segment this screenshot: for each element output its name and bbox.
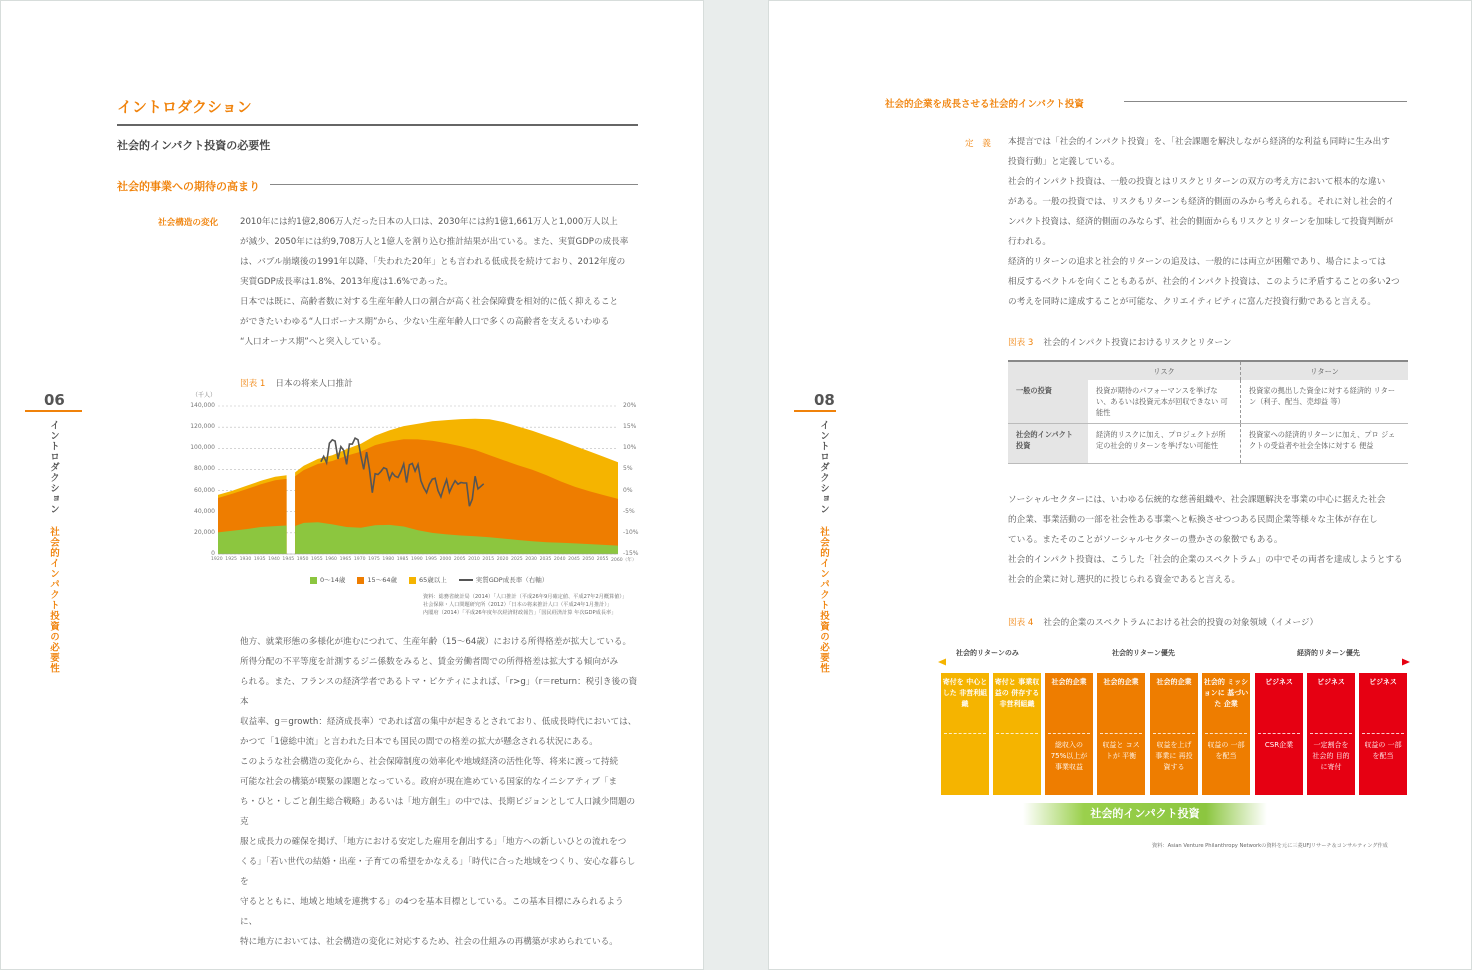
legend-swatch [310,577,317,584]
page-title: イントロダクション [117,98,252,116]
spectrum-box-desc: CSR企業 [1258,733,1300,751]
tick-label: 20% [623,402,637,409]
tick-label: 2035 [539,557,552,562]
tick-label: 1945 [282,557,295,562]
paragraph-line: 日本では既に、高齢者数に対する生産年齢人口の割合が高く社会保障費を相対的に低く抑えること [240,297,619,307]
side-title-b: 社会的インパクト投資の必要性 [818,526,829,674]
spectrum-box-title: ビジネス [1265,678,1293,686]
spectrum-box [1359,673,1407,795]
page-number-rule [25,410,82,412]
paragraph-2 [240,632,640,952]
table-cell: 投資が期待のパフォーマンスを挙げな い、あるいは投資元本が回収できない 可能性 [1088,380,1241,424]
paragraph-line: くる」「若い世代の結婚・出産・子育ての希望をかなえる」「時代に合った地域をつくり、安心な暮らしを [240,857,636,887]
spectrum-head-social-only: 社会的リターンのみ [956,649,1019,657]
figure-4-source: 資料：Asian Venture Philanthropy Networkの資料を元に三菱UFJリサーチ＆コンサルティング作成 [1152,843,1388,849]
legend-item [310,575,345,584]
tick-label: 100,000 [190,444,215,452]
paragraph-line: が減少、2050年には約9,708万人と1億人を割り込む推計結果が出ている。また、実質GDPの成長率 [240,237,629,247]
paragraph-line: 他方、就業形態の多様化が進むにつれて、生産年齢（15〜64歳）における所得格差が拡大している。 [240,637,632,647]
side-title-b: 社会的インパクト投資の必要性 [48,526,59,674]
tick-label: 5% [623,465,633,473]
table-header: リスク [1088,361,1241,380]
chart-source: 資料：総務省統計局（2014）「人口推計（平成26年9月確定値、平成27年2月概算値）」 社会保障・人口問題研究所（2012）「日本の将来推計人口（平成24年1月推計）」 内閣府（2014）「平成26年度年次経済財政報告」「国民経済計算 年次GDP成長率」 [423,594,628,616]
section-rule [270,184,638,185]
side-running-title [816,420,830,674]
tick-label: 2000 [439,557,452,562]
spectrum-box-title: 社会的企業 [1156,678,1192,686]
paragraph-line: 収益率、g＝growth：経済成長率）であれば富の集中が起きるとされており、低成長時代においては、 [240,717,637,727]
spectrum-box [1150,673,1198,795]
spectrum-box-title: 社会的企業 [1051,678,1087,686]
tick-label: 0% [623,486,633,494]
table-cell: 経済的リスクに加え、プロジェクトが所 定の社会的リターンを挙げない可能性 [1088,424,1241,464]
spectrum-box-title: 社会的 ミッションに 基づいた 企業 [1203,678,1249,708]
paragraph-line: 可能な社会の構築が喫緊の課題となっている。政府が現在進めている国家的なイニシアティブ「ま [240,777,618,787]
table-row [1008,380,1408,424]
tick-label: 1980 [382,557,395,562]
figure-1-title [240,377,353,389]
right-paragraph-1 [1008,132,1418,312]
figure-number: 図表 4 [1008,618,1034,628]
tick-label: 1950 [296,557,309,562]
tick-label: 2005 [453,557,466,562]
tick-label: 120,000 [190,423,215,431]
table-header-row [1008,361,1408,380]
paragraph-line: 相反するベクトルを向くこともあるが、社会的インパクト投資は、このように矛盾することの多い2つ [1008,277,1400,287]
tick-label: 10% [623,444,637,452]
paragraph-line: 所得分配の不平等度を計測するジニ係数をみると、賃金労働者間での所得格差は拡大する傾向がみ [240,657,619,667]
tick-label: 1955 [311,557,323,562]
spectrum-arrow [938,656,1410,668]
tick-label: 2025 [511,557,523,562]
tick-label: -15% [623,550,639,557]
tick-label: 2030 [525,557,537,562]
paragraph-line: 特に地方においては、社会構造の変化に対応するため、社会の仕組みの再構築が求められている。 [240,937,618,947]
spectrum-box-desc: 一定割合を 社会的 目的に寄付 [1310,733,1352,773]
legend-label: 実質GDP成長率（右軸） [475,576,549,584]
paragraph-line: ソーシャルセクターには、いわゆる伝統的な慈善組織や、社会課題解決を事業の中心に据えた社会 [1008,495,1386,505]
spectrum-box [1307,673,1355,795]
side-running-title [46,420,60,674]
tick-label: 1995 [425,557,437,562]
legend-swatch [459,579,473,581]
spectrum-box [941,673,989,795]
page-number-rule [794,410,836,412]
impact-investment-bar: 社会的インパクト投資 [1023,803,1267,825]
paragraph-line: 的企業、事業活動の一部を社会性ある事業へと転換させつつある民間企業等様々な主体が存在し [1008,515,1378,525]
legend-swatch [409,577,416,584]
tick-label: 1990 [411,557,423,562]
paragraph-line: 社会的インパクト投資は、一般の投資とはリスクとリターンの双方の考え方において根本的な違い [1008,177,1386,187]
table-cell: 一般の投資 [1008,380,1088,424]
spectrum-box-desc: 収益を上げ 事業に 再投資する [1153,733,1195,773]
y-axis-unit: （千人） [192,392,217,399]
tick-label: 2020 [496,557,509,562]
paragraph-line: ち・ひと・しごと創生総合戦略」あるいは「地方創生」の中では、長期ビジョンとして人口減少問題の克 [240,797,636,827]
spectrum-box-title: 寄付と 事業収益の 併存する 非営利組織 [994,678,1040,708]
table-cell: 社会的インパクト 投資 [1008,424,1088,464]
figure-caption: 社会的企業のスペクトラムにおける社会的投資の対象領域（イメージ） [1043,618,1319,628]
spectrum-box [1045,673,1093,795]
tick-label: 1970 [353,557,366,562]
tick-label: 2010 [468,557,480,562]
tick-label: -10% [623,528,639,536]
tick-label: 140,000 [190,402,215,409]
tick-label: 1925 [225,557,237,562]
table-header: リターン [1241,361,1409,380]
figure-number: 図表 1 [240,379,266,389]
spectrum-box-title: ビジネス [1369,678,1397,686]
para-label: 社会構造の変化 [158,218,219,228]
arrow-head-right [1402,659,1410,666]
spectrum-head-social-priority: 社会的リターン優先 [1112,649,1175,657]
spectrum-box [1255,673,1303,795]
spectrum-box-desc [944,733,986,740]
spectrum-box-desc: 収益と コストが 平衡 [1100,733,1142,762]
paragraph-line: 社会的企業に対し選択的に投じられる資金であると言える。 [1008,575,1241,585]
legend-label: 65歳以上 [418,576,447,584]
title-rule [117,124,638,126]
tick-label: 80,000 [194,465,215,473]
figure-4-title [1008,616,1318,628]
tick-label: 1930 [239,557,252,562]
table-cell: 投資家の拠出した資金に対する経済的 リターン（利子、配当、売却益 等） [1241,380,1409,424]
tick-label: 1985 [396,557,409,562]
definition-label: 定 義 [965,139,991,149]
spectrum-box [1097,673,1145,795]
subtitle: 社会的インパクト投資の必要性 [117,139,271,152]
paragraph-line: 経済的リターンの追求と社会的リターンの追及は、一般的には両立が困難であり、場合によっては [1008,257,1386,267]
spectrum-box-title: 社会的企業 [1103,678,1139,686]
paragraph-line: は、バブル崩壊後の1991年以降、「失われた20年」とも言われる低成長を続けており、2012年度の [240,257,626,267]
paragraph-line: 本提言では「社会的インパクト投資」を、「社会課題を解決しながら経済的な利益も同時に生み出す [1008,137,1390,147]
table-row [1008,424,1408,464]
paragraph-line: 社会的インパクト投資は、こうした「社会的企業のスペクトラム」の中でその両者を達成しようとする [1008,555,1403,565]
legend-item [357,575,397,584]
spectrum-box [993,673,1041,795]
right-section-heading: 社会的企業を成長させる社会的インパクト投資 [885,99,1084,110]
paragraph-line: 行われる。 [1008,237,1051,247]
tick-label: 2060（年） [611,558,637,563]
tick-label: 2045 [568,557,580,562]
tick-label: 1975 [368,557,380,562]
legend-swatch [357,577,364,584]
paragraph-line: 投資行動」と定義している。 [1008,157,1120,167]
paragraph-line: 実質GDP成長率は1.8%、2013年度は1.6%であった。 [240,277,453,287]
spectrum-box-title: 寄付を 中心とした 非営利組織 [942,678,988,708]
tick-label: 1935 [253,557,266,562]
paragraph-1 [240,212,640,352]
tick-label: 1965 [339,557,352,562]
side-title-a: イントロダクション [818,420,829,515]
right-paragraph-2 [1008,490,1418,590]
spectrum-box-title: ビジネス [1317,678,1345,686]
figure-number: 図表 3 [1008,338,1034,348]
paragraph-line: 服と成長力の確保を掲げ、「地方における安定した雇用を創出する」「地方への新しいひとの流れをつ [240,837,627,847]
spectrum-box-desc: 総収入の 75%以上が 事業収益 [1048,733,1090,773]
risk-return-table [1008,360,1408,464]
tick-label: 40,000 [194,507,215,515]
paragraph-line: ができたいわゆる“人口ボーナス期”から、少ない生産年齢人口で多くの高齢者を支えるいわゆる [240,317,610,327]
spectrum-box-desc: 収益の 一部を配当 [1362,733,1404,762]
legend-item [409,575,447,584]
tick-label: 60,000 [194,486,215,494]
legend-item [459,575,548,584]
table-header [1008,361,1088,380]
tick-label: 15% [623,423,637,431]
tick-label: 0 [211,550,215,557]
page-number: 06 [44,391,65,409]
paragraph-line: の考えを同時に達成することが可能な、クリエイティビティに富んだ投資行動であると言える。 [1008,297,1376,307]
paragraph-line: ている。またそのことがソーシャルセクターの豊かさの象徴でもある。 [1008,535,1283,545]
tick-label: -5% [623,507,635,515]
tick-label: 1920 [211,557,223,562]
figure-caption: 社会的インパクト投資におけるリスクとリターン [1043,338,1232,348]
paragraph-line: かつて「1億総中流」と言われた日本でも国民の間での格差の拡大が懸念される状況にある。 [240,737,598,747]
figure-3-title [1008,336,1232,348]
tick-label: 1960 [325,557,337,562]
paragraph-line: “人口オーナス期”へと突入している。 [240,337,387,347]
tick-label: 1940 [268,557,280,562]
table-cell: 投資家への経済的リターンに加え、プロ ジェクトの受益者や社会全体に対する 便益 [1241,424,1409,464]
tick-label: 20,000 [194,528,215,536]
figure-caption: 日本の将来人口推計 [275,379,353,389]
section-heading: 社会的事業への期待の高まり [117,180,260,193]
paragraph-line: 守るとともに、地域と地域を連携する」の4つを基本目標としている。この基本目標にみられるように、 [240,897,624,927]
tick-label: 2050 [582,557,595,562]
side-title-a: イントロダクション [48,420,59,515]
spectrum-box [1202,673,1250,795]
paragraph-line: がある。一般の投資では、リスクもリターンも経済的側面のみから考えられる。それに対し社会的イ [1008,197,1395,207]
legend-label: 0〜14歳 [320,576,346,584]
spectrum-box-desc [996,733,1038,740]
paragraph-line: このような社会構造の変化から、社会保障制度の効率化や地域経済の活性化等、将来に渡って持続 [240,757,619,767]
paragraph-line: 2010年には約1億2,806万人だった日本の人口は、2030年には約1億1,661万人と1,000万人以上 [240,217,618,227]
arrow-head-left [938,659,946,666]
tick-label: 2055 [596,557,609,562]
legend-label: 15〜64歳 [367,576,397,584]
chart-legend [310,575,548,584]
tick-label: 2040 [553,557,566,562]
right-section-rule [1124,101,1407,102]
tick-label: 2015 [482,557,495,562]
spectrum-box-desc: 収益の 一部を配当 [1205,733,1247,762]
spectrum-head-economic-priority: 経済的リターン優先 [1297,649,1360,657]
paragraph-line: られる。また、フランスの経済学者であるトマ・ピケティによれば、「r>g」（r＝return：税引き後の資本 [240,677,638,707]
page-number: 08 [814,391,835,409]
paragraph-line: ンパクト投資は、経済的側面のみならず、社会的側面からもリスクとリターンを加味して投資判断が [1008,217,1394,227]
